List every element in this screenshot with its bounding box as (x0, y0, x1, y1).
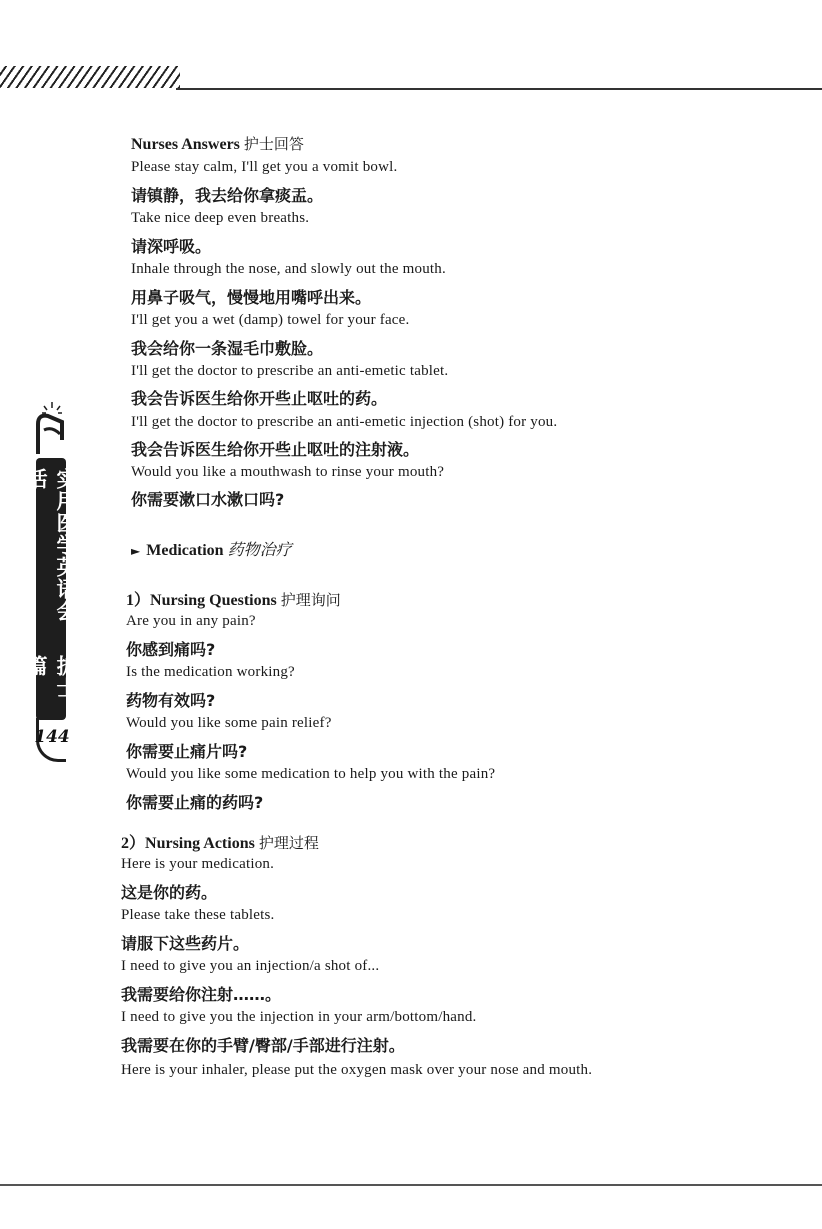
en-line: Take nice deep even breaths. (131, 210, 310, 226)
triangle-bullet-icon: ► (131, 544, 141, 558)
zh-line: 你感到痛吗? (126, 640, 216, 659)
en-line: Would you like some pain relief? (126, 715, 332, 731)
footer-rule (0, 1184, 822, 1186)
en-line: Here is your inhaler, please put the oxygen mask over your nose and mouth. (121, 1062, 593, 1078)
en-line: Please stay calm, I'll get you a vomit bowl. (131, 159, 398, 175)
zh-line: 你需要止痛片吗? (126, 742, 248, 761)
en-line: Would you like some medication to help you with the pain? (126, 766, 496, 782)
en-line: Would you like a mouthwash to rinse your mouth? (131, 464, 445, 480)
zh-line: 我会告诉医生给你开些止呕吐的药。 (131, 389, 388, 408)
en-line: Are you in any pain? (126, 613, 256, 629)
en-line: I need to give you an injection/a shot of... (121, 958, 380, 974)
en-line: Here is your medication. (121, 856, 275, 872)
zh-line: 请深呼吸。 (131, 237, 212, 256)
en-line: Please take these tablets. (121, 907, 275, 923)
zh-line: 你需要止痛的药吗? (126, 793, 264, 812)
en-line: Is the medication working? (126, 664, 295, 680)
en-line: I need to give you the injection in your arm/bottom/hand. (121, 1009, 477, 1025)
heading-nursing-actions: 2）Nursing Actions 护理过程 (121, 834, 319, 852)
page-number: 144 (34, 727, 70, 747)
zh-line: 请镇静，我去给你拿痰盂。 (131, 186, 324, 205)
book-title-vertical (24, 458, 78, 720)
heading-nursing-questions: 1）Nursing Questions 护理询问 (126, 591, 341, 609)
header-rule (176, 88, 822, 90)
zh-line: 我会告诉医生给你开些止呕吐的注射液。 (131, 440, 420, 459)
en-line: I'll get the doctor to prescribe an anti-emetic injection (shot) for you. (131, 414, 558, 430)
zh-line: 请服下这些药片。 (121, 934, 250, 953)
section-title-medication: ► Medication 药物治疗 (131, 540, 292, 559)
zh-line: 你需要漱口水漱口吗? (131, 490, 285, 509)
en-line: I'll get you a wet (damp) towel for your face. (131, 312, 410, 328)
zh-line: 我需要给你注射……。 (121, 985, 282, 1004)
header-hatch-decoration (0, 66, 180, 88)
heading-nurses-answers: Nurses Answers 护士回答 (131, 135, 304, 153)
en-line: I'll get the doctor to prescribe an anti-emetic tablet. (131, 363, 449, 379)
en-line: Inhale through the nose, and slowly out the mouth. (131, 261, 446, 277)
volume-label: 护士篇 (24, 655, 78, 700)
zh-line: 我需要在你的手臂/臀部/手部进行注射。 (121, 1036, 405, 1055)
side-tab (24, 400, 78, 770)
zh-line: 这是你的药。 (121, 883, 218, 902)
zh-line: 药物有效吗? (126, 691, 216, 710)
zh-line: 我会给你一条湿毛巾敷脸。 (131, 339, 324, 358)
book-sparkle-icon (32, 400, 72, 456)
zh-line: 用鼻子吸气，慢慢地用嘴呼出来。 (131, 288, 372, 307)
book-title: 实用医学英语会话 (24, 468, 78, 622)
